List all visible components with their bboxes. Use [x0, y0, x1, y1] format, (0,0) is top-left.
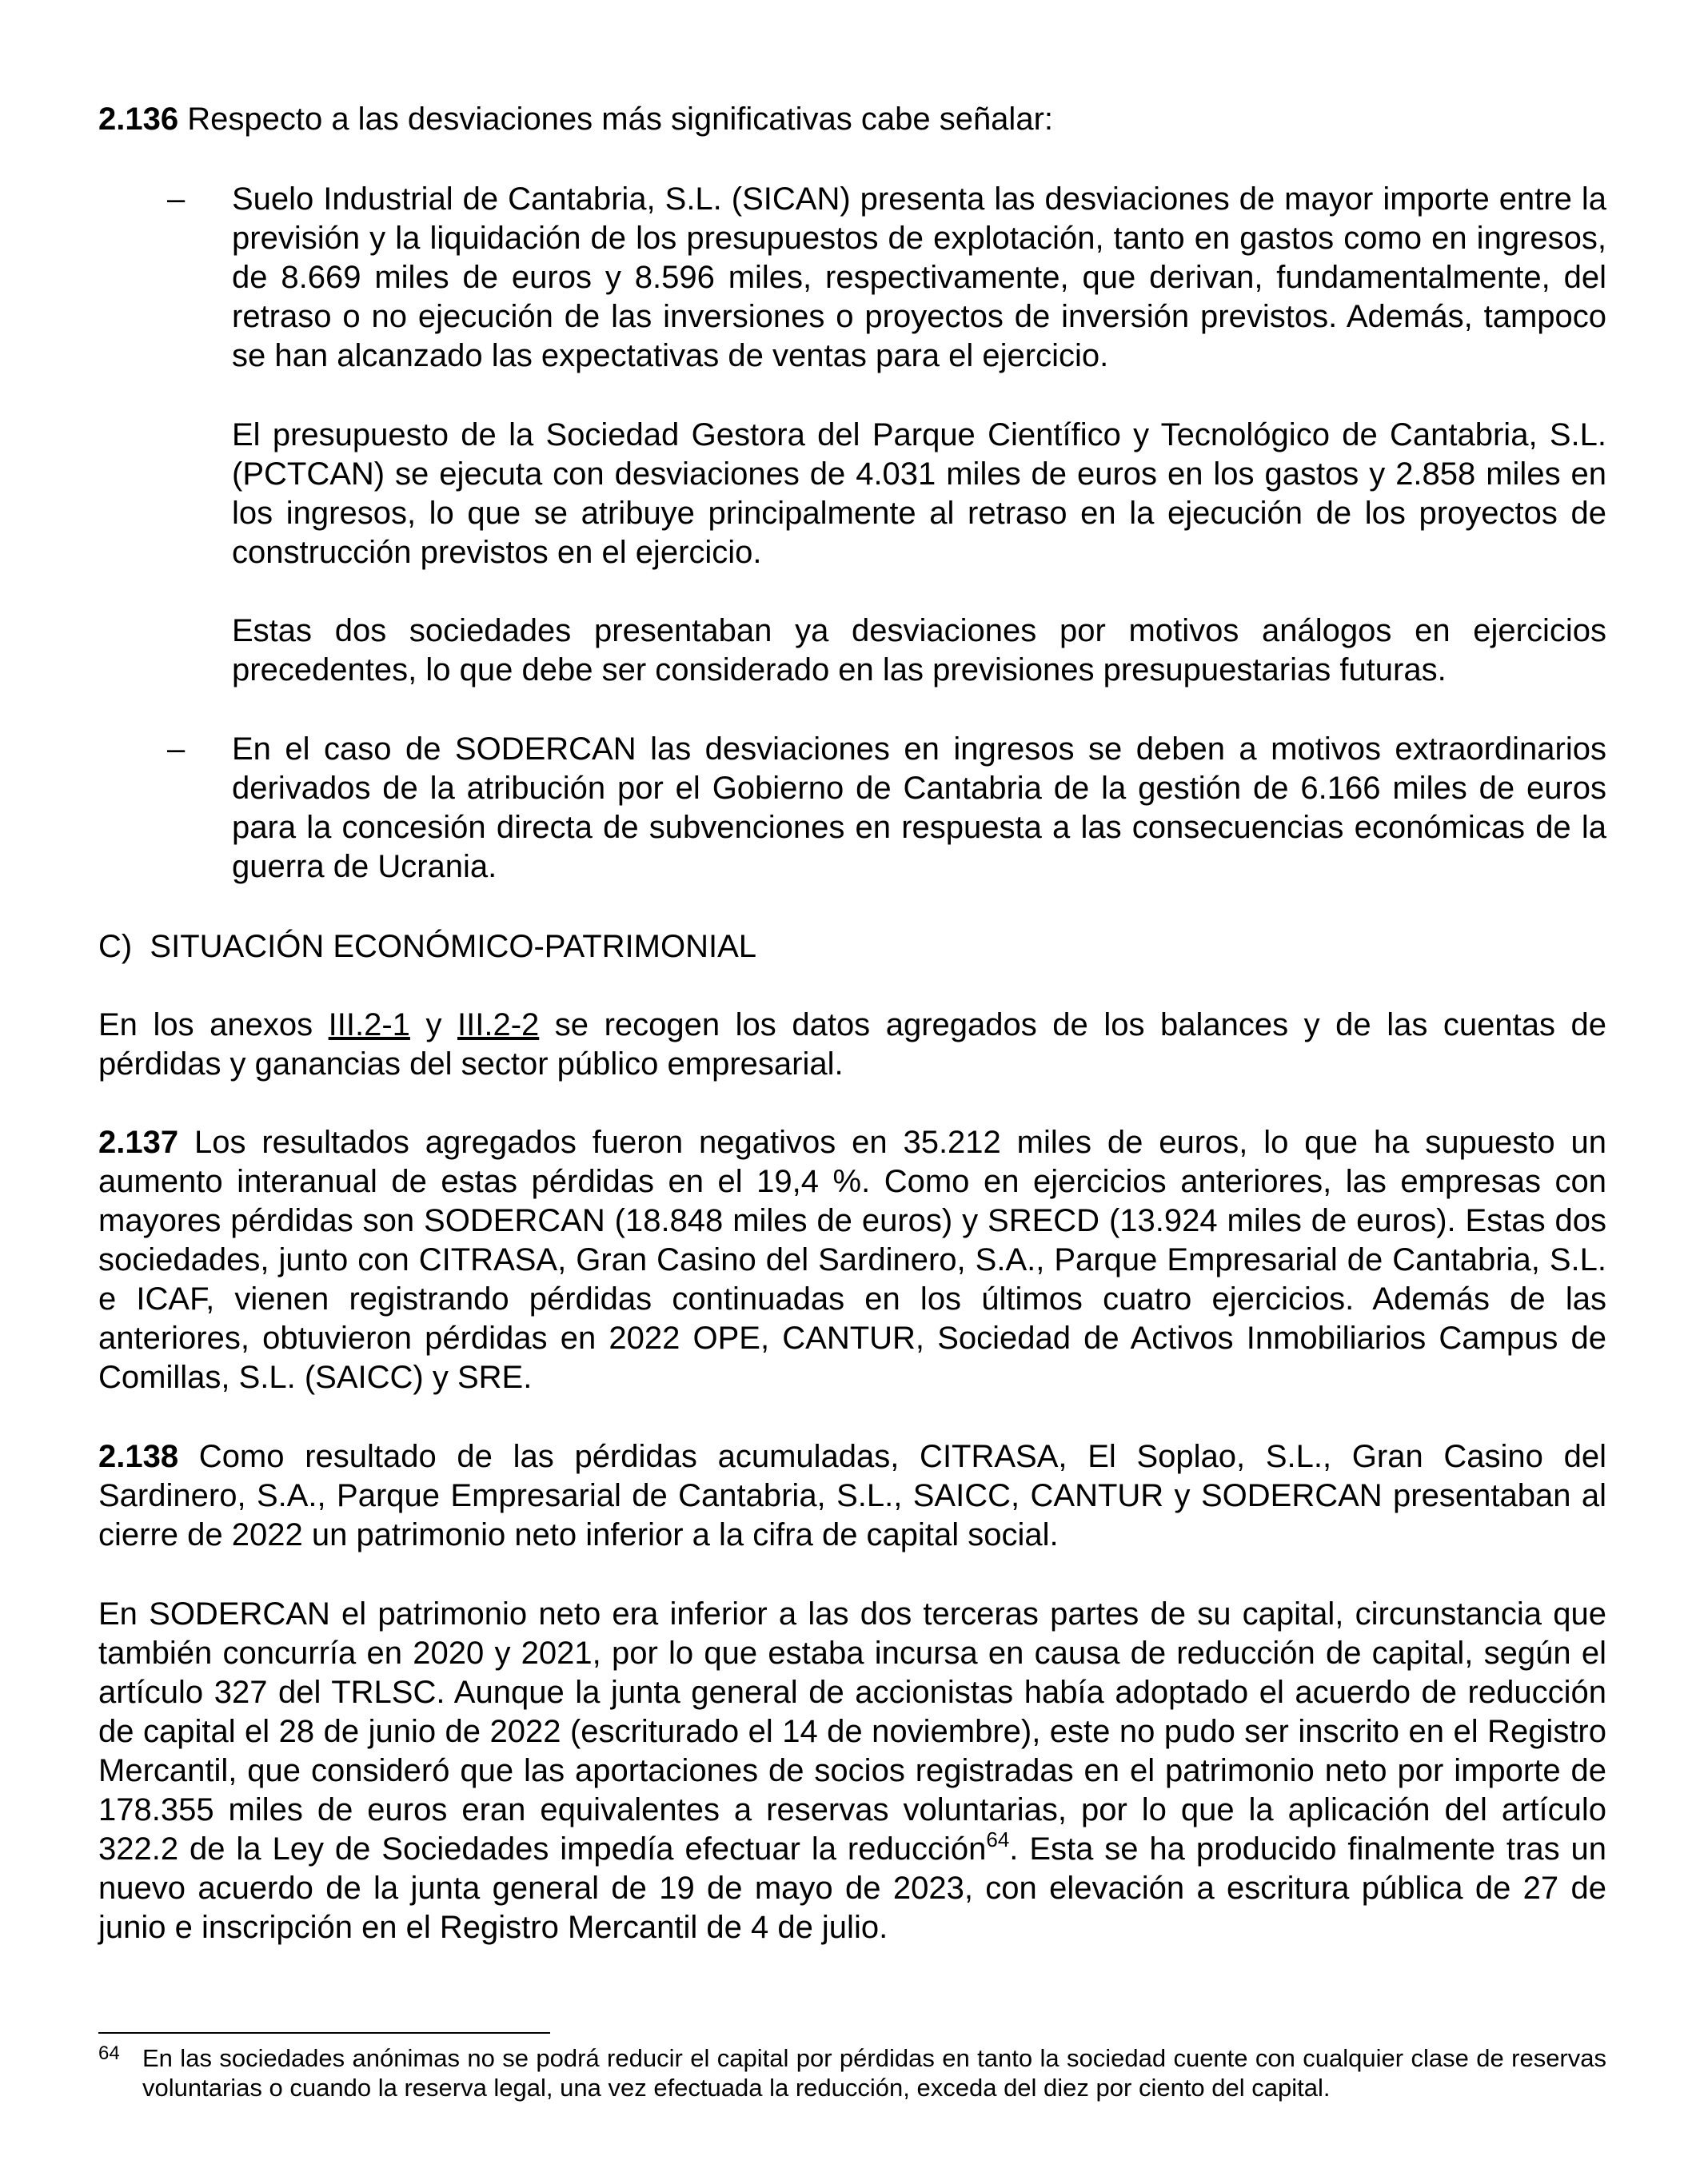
footnote-reference[interactable]: 64 — [986, 1827, 1010, 1851]
paragraph-number: 2.138 — [98, 1439, 179, 1474]
paragraph-2-138 — [98, 1437, 1606, 1555]
footnote-text: En las sociedades anónimas no se podrá reducir el capital por pérdidas en tanto la sociedad cuente con cualquier clase de reservas voluntarias o cuando la reserva legal, una vez efectuada la reducción, exceda del diez por ciento del capital. — [142, 2044, 1606, 2102]
bullet2-paragraph: En el caso de SODERCAN las desviaciones en ingresos se deben a motivos extraordinarios derivados de la atribución por el Gobierno de Cantabria de la gestión de 6.166 miles de euros para la concesión directa de subvenciones en respuesta a las consecuencias económicas de la guerra de Ucrania. — [232, 731, 1606, 884]
paragraph-text: Como resultado de las pérdidas acumuladas, CITRASA, El Soplao, S.L., Gran Casino del Sardinero, S.A., Parque Empresarial de Cantabria, S.L., SAICC, CANTUR y SODERCAN presentaban al cierre de 2022 un patrimonio neto inferior a la cifra de capital social. — [98, 1439, 1606, 1552]
paragraph-2-136 — [98, 100, 1606, 139]
footnote — [98, 2043, 1606, 2102]
annex-link-iii-2-2[interactable]: III.2-2 — [457, 1007, 540, 1042]
bullet-dash: – — [167, 181, 186, 217]
paragraph-text: Respecto a las desviaciones más significativas cabe señalar: — [178, 102, 1053, 137]
paragraph-sodercan — [98, 1595, 1606, 1947]
section-heading-c: C) SITUACIÓN ECONÓMICO-PATRIMONIAL — [98, 929, 756, 964]
anexos-pre: En los anexos — [98, 1007, 329, 1042]
bullet1-paragraph2: El presupuesto de la Sociedad Gestora del Parque Científico y Tecnológico de Cantabria, S.L. (PCTCAN) se ejecuta con desviaciones de 4.031 miles de euros en los gastos y 2.858 miles en los ingresos, lo que se atribuye principalmente al retraso en la ejecución de los proyectos de construcción previstos en el ejercicio. — [232, 417, 1606, 570]
bullet1-paragraph3: Estas dos sociedades presentaban ya desviaciones por motivos análogos en ejercicios precedentes, lo que debe ser considerado en las previsiones presupuestarias futuras. — [232, 613, 1606, 687]
paragraph-2-137 — [98, 1123, 1606, 1397]
paragraph-text: Los resultados agregados fueron negativos en 35.212 miles de euros, lo que ha supuesto un aumento interanual de estas pérdidas en el 19,4 %. Como en ejercicios anteriores, las empresas con mayores pérdidas son SODERCAN (18.848 miles de euros) y SRECD (13.924 miles de euros). Estas dos sociedades, junto con CITRASA, Gran Casino del Sardinero, S.A., Parque Empresarial de Cantabria, S.L. e ICAF, vienen registrando pérdidas continuadas en los últimos cuatro ejercicios. Además de las anteriores, obtuvieron pérdidas en 2022 OPE, CANTUR, Sociedad de Activos Inmobiliarios Campus de Comillas, S.L. (SAICC) y SRE. — [98, 1125, 1606, 1395]
anexos-post: se recogen los datos agregados de los balances y de las cuentas de pérdidas y ganancias del sector público empresarial. — [98, 1007, 1606, 1082]
bullet-dash: – — [167, 731, 186, 767]
paragraph-number: 2.136 — [98, 102, 179, 137]
anexos-mid: y — [409, 1007, 457, 1042]
bullet1-paragraph1: Suelo Industrial de Cantabria, S.L. (SICAN) presenta las desviaciones de mayor importe entre la previsión y la liquidación de los presupuestos de explotación, tanto en gastos como en ingresos, de 8.669 miles de euros y 8.596 miles, respectivamente, que derivan, fundamentalmente, del retraso o no ejecución de las inversiones o proyectos de inversión previstos. Además, tampoco se han alcanzado las expectativas de ventas para el ejercicio. — [232, 181, 1606, 373]
footnote-number: 64 — [98, 2043, 120, 2064]
sodercan-text-2: . Esta se ha producido finalmente tras un nuevo acuerdo de la junta general de 19 de mayo de 2023, con elevación a escritura pública de 27 de junio e inscripción en el Registro Mercantil de 4 de julio. — [98, 1831, 1606, 1945]
sodercan-text-1: En SODERCAN el patrimonio neto era inferior a las dos terceras partes de su capital, circunstancia que también concurría en 2020 y 2021, por lo que estaba incursa en causa de reducción de capital, según el artículo 327 del TRLSC. Aunque la junta general de accionistas había adoptado el acuerdo de reducción de capital el 28 de junio de 2022 (escriturado el 14 de noviembre), este no pudo ser inscrito en el Registro Mercantil, que consideró que las aportaciones de socios registradas en el patrimonio neto por importe de 178.355 miles de euros eran equivalentes a reservas voluntarias, por lo que la aplicación del artículo 322.2 de la Ley de Sociedades impedía efectuar la reducción — [98, 1596, 1606, 1867]
annex-link-iii-2-1[interactable]: III.2-1 — [328, 1007, 410, 1042]
paragraph-number: 2.137 — [98, 1125, 179, 1160]
paragraph-anexos — [98, 1006, 1606, 1084]
footnote-separator — [98, 2032, 550, 2034]
